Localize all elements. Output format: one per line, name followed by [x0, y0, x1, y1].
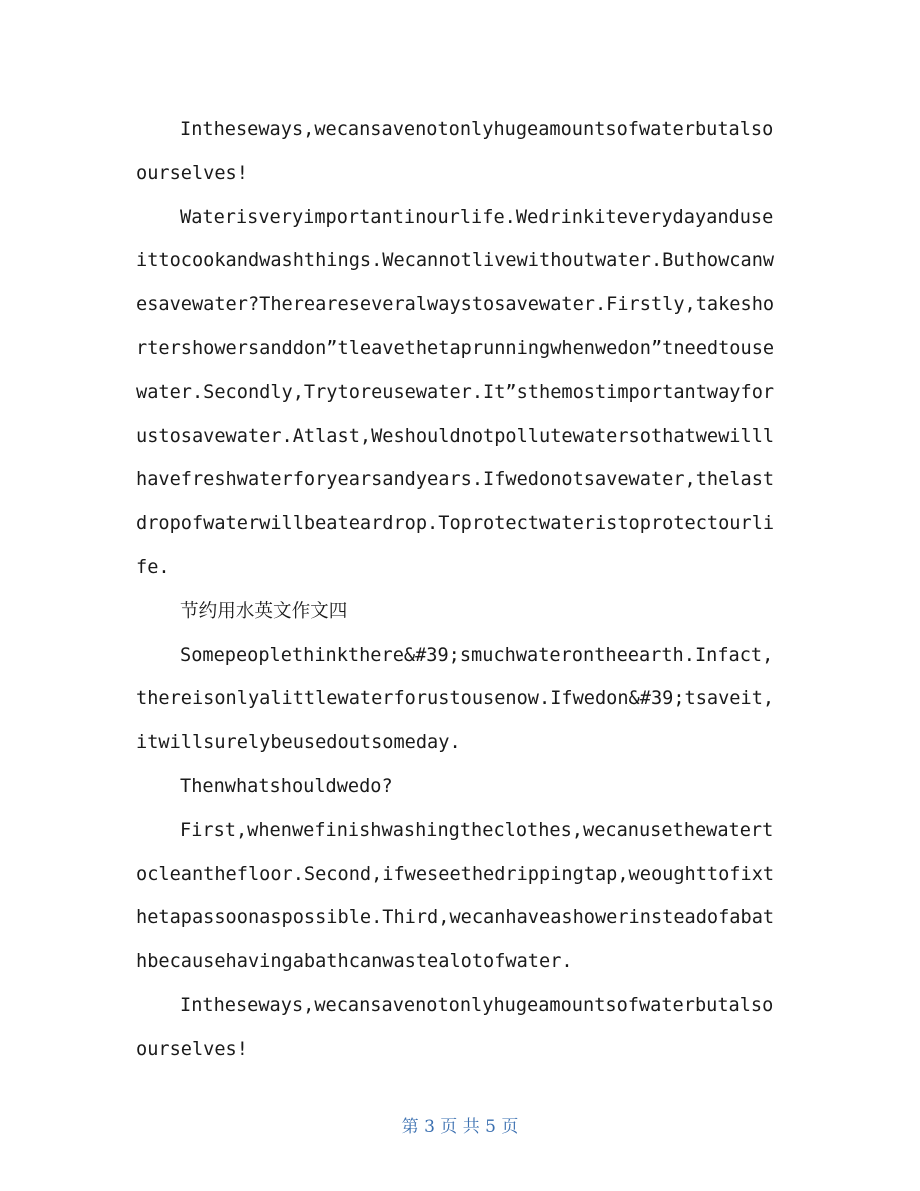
paragraph: Intheseways,wecansavenotonlyhugeamountsofwaterbutalsoourselves! — [136, 119, 774, 184]
document-body — [136, 108, 778, 1072]
section-heading: 节约用水英文作文四 — [180, 600, 348, 622]
paragraph: Intheseways,wecansavenotonlyhugeamountsofwaterbutalsoourselves! — [136, 994, 774, 1060]
paragraph: First,whenwefinishwashingtheclothes,wecanusethewatertocleanthefloor.Second,ifweseethedrippingtap,weoughttofixthetapassoonaspossible.Third,wecanhaveashowerinsteadofabathbecausehavingabathcanwastealotofwater. — [136, 819, 775, 973]
page-number-footer: 第 3 页 共 5 页 — [401, 1117, 519, 1137]
paragraph: Thenwhatshouldwedo? — [180, 775, 393, 797]
paragraph: Waterisveryimportantinourlife.Wedrinkiteverydayanduseittocookandwashthings.Wecannotlivewithoutwater.Buthowcanwesavewater?Thereareseveralwaystosavewater.Firstly,takeshortershowersanddon”tleavethetaprunningwhenwedon”tneedtousewater.Secondly,Trytoreusewater.It”sthemostimportantwayforustosavewater.Atlast,Weshouldnotpollutewatersothatwewilllhavefreshwaterforyearsandyears.Ifwedonotsavewater,thelastdropofwaterwillbeateardrop.Toprotectwateristoprotectourlife. — [136, 206, 775, 578]
paragraph: Somepeoplethinkthere&#39;smuchwaterontheearth.Infact,thereisonlyalittlewaterforustousenow.Ifwedon&#39;tsaveit,itwillsurelybeusedoutsomeday. — [136, 644, 775, 754]
